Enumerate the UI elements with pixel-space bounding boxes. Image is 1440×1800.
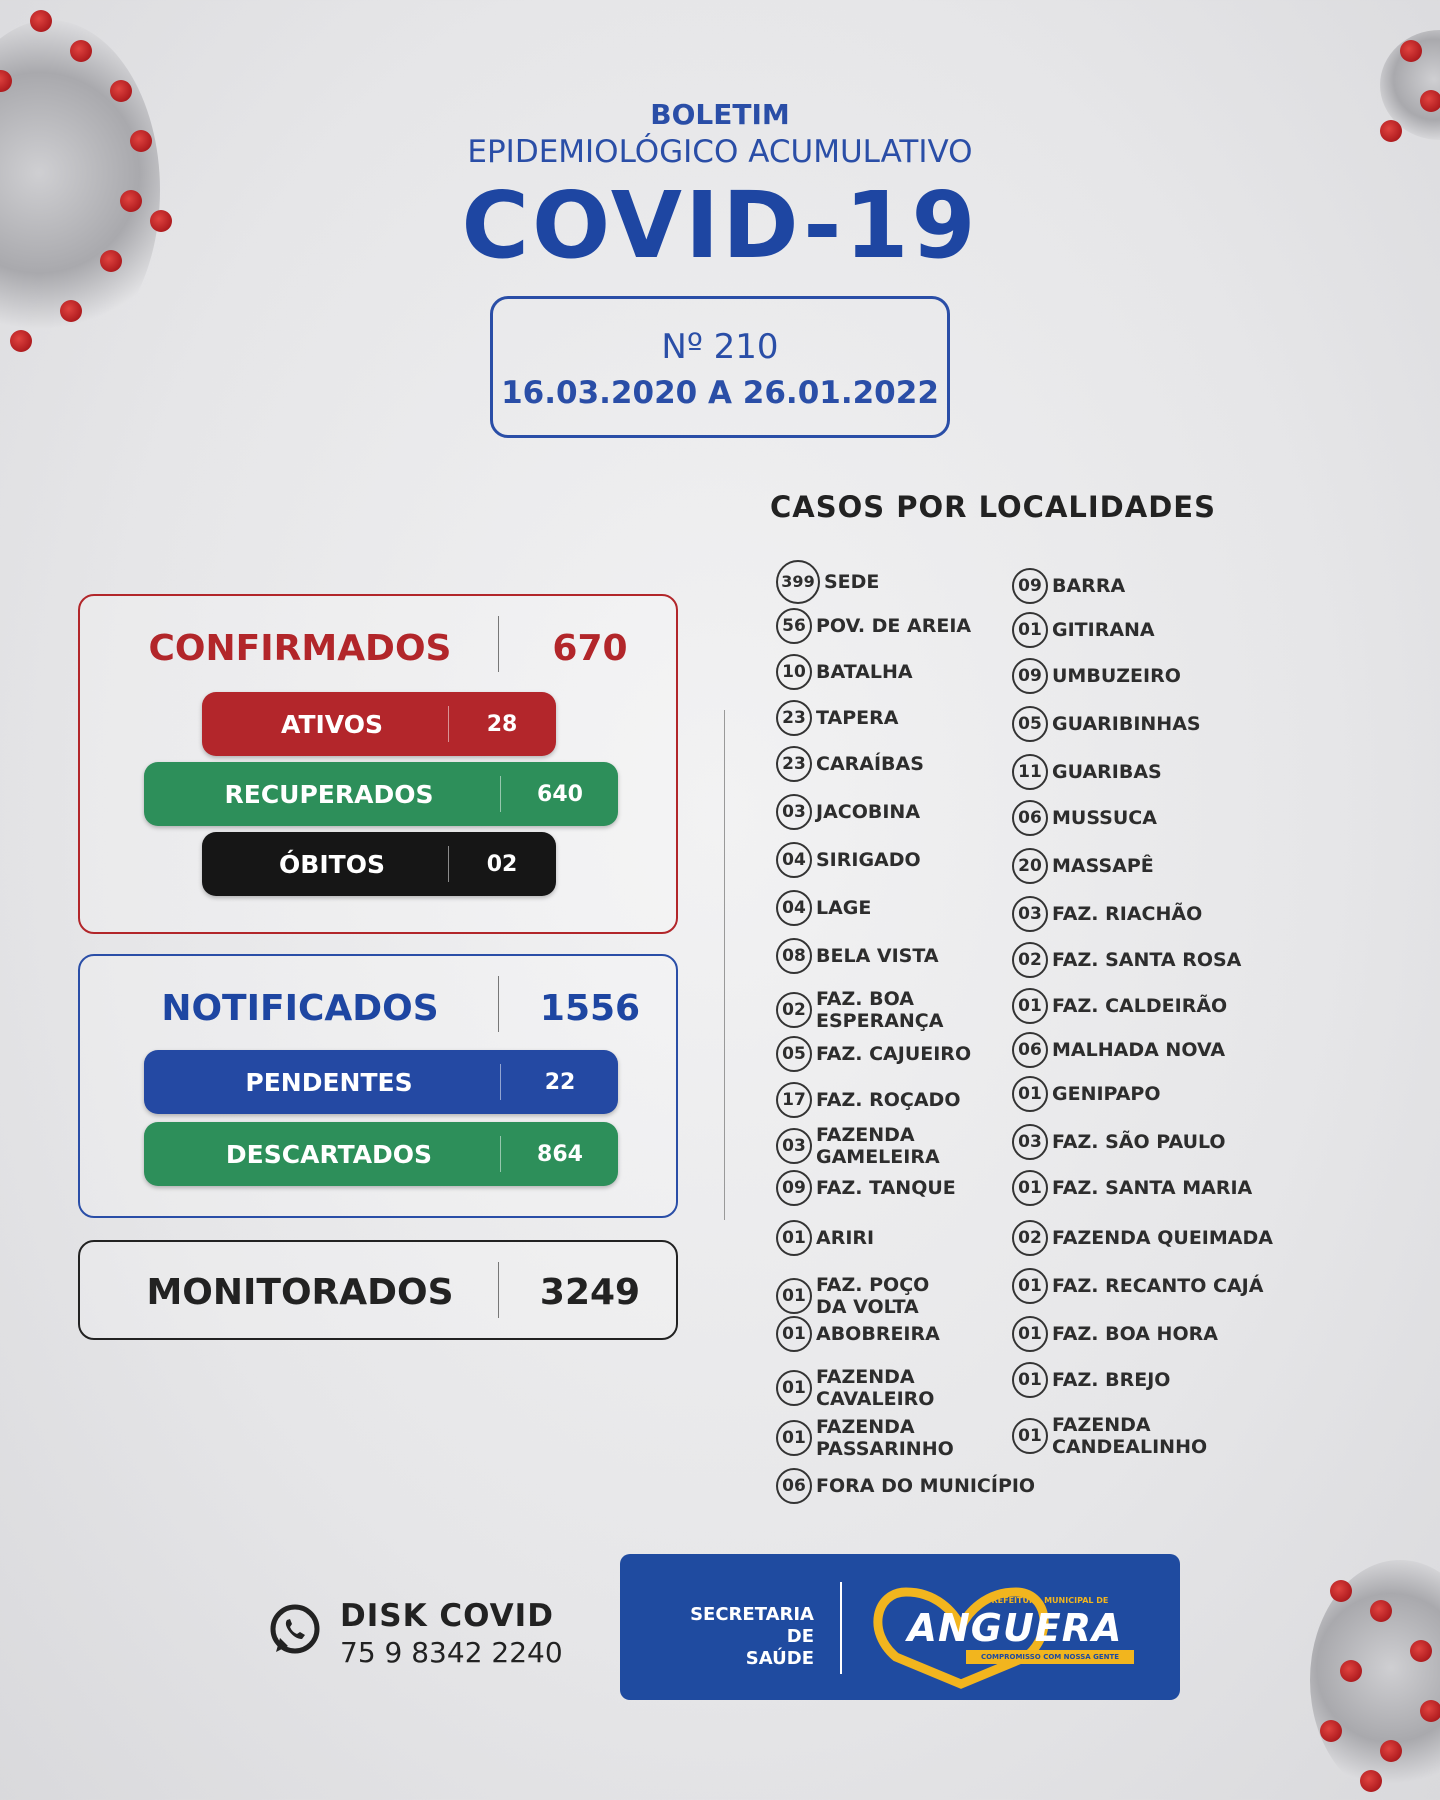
location-count-badge: 03 <box>1012 896 1048 932</box>
location-count-badge: 02 <box>1012 942 1048 978</box>
location-name: UMBUZEIRO <box>1052 665 1181 687</box>
ativos-pill <box>202 692 556 756</box>
location-item <box>1012 612 1155 648</box>
location-item <box>1012 1170 1252 1206</box>
location-count-badge: 01 <box>776 1420 812 1456</box>
location-name: POV. DE AREIA <box>816 615 972 637</box>
monitorados-label: MONITORADOS <box>146 1272 454 1313</box>
divider <box>840 1582 842 1674</box>
virus-spike <box>60 300 82 322</box>
logo-banner <box>620 1554 1180 1700</box>
location-count-badge: 10 <box>776 654 812 690</box>
location-name: BATALHA <box>816 661 913 683</box>
virus-spike <box>1340 1660 1362 1682</box>
location-count-badge: 01 <box>1012 1316 1048 1352</box>
location-item <box>776 988 943 1032</box>
location-name: FAZ. ROÇADO <box>816 1089 961 1111</box>
column-divider <box>724 710 725 1220</box>
location-name: FAZ. CAJUEIRO <box>816 1043 972 1065</box>
location-name: SEDE <box>824 571 880 593</box>
location-item <box>776 1124 940 1168</box>
location-name: FAZENDA QUEIMADA <box>1052 1227 1273 1249</box>
location-item <box>776 1366 934 1410</box>
obitos-label: ÓBITOS <box>279 850 385 879</box>
location-name: BELA VISTA <box>816 945 939 967</box>
logo-slogan: COMPROMISSO COM NOSSA GENTE <box>966 1650 1134 1664</box>
location-name: FAZ. CALDEIRÃO <box>1052 995 1228 1017</box>
bulletin-number: Nº 210 <box>661 327 779 367</box>
location-item <box>1012 942 1241 978</box>
location-name: FAZENDA PASSARINHO <box>816 1416 954 1460</box>
location-name: GENIPAPO <box>1052 1083 1161 1105</box>
logo-prefeitura: PREFEITURA MUNICIPAL DE <box>985 1596 1109 1605</box>
location-count-badge: 01 <box>1012 988 1048 1024</box>
page-title: COVID-19 <box>461 172 979 279</box>
descartados-label: DESCARTADOS <box>225 1140 433 1169</box>
location-name: FAZ. SÃO PAULO <box>1052 1131 1226 1153</box>
bulletin-box <box>490 296 950 438</box>
pendentes-label: PENDENTES <box>245 1068 413 1097</box>
notificados-label: NOTIFICADOS <box>161 988 439 1029</box>
location-name: FORA DO MUNICÍPIO <box>816 1475 1036 1497</box>
location-item <box>776 1220 874 1256</box>
location-name: MASSAPÊ <box>1052 855 1154 877</box>
location-count-badge: 06 <box>1012 1032 1048 1068</box>
location-count-badge: 01 <box>1012 1418 1048 1454</box>
location-count-badge: 09 <box>776 1170 812 1206</box>
location-item <box>776 1468 1035 1504</box>
location-count-badge: 03 <box>1012 1124 1048 1160</box>
location-count-badge: 09 <box>1012 658 1048 694</box>
location-name: FAZ. TANQUE <box>816 1177 956 1199</box>
secretaria-label: SECRETARIA DE SAÚDE <box>690 1604 814 1669</box>
location-name: JACOBINA <box>816 801 921 823</box>
virus-spike <box>1410 1640 1432 1662</box>
location-item <box>1012 1076 1161 1112</box>
divider <box>498 616 499 672</box>
header-line2: EPIDEMIOLÓGICO ACUMULATIVO <box>467 134 973 170</box>
location-name: ABOBREIRA <box>816 1323 940 1345</box>
monitorados-card <box>78 1240 678 1340</box>
virus-spike <box>1330 1580 1352 1602</box>
location-count-badge: 03 <box>776 1128 812 1164</box>
location-count-badge: 04 <box>776 842 812 878</box>
logo-anguera: ANGUERA <box>907 1606 1123 1650</box>
location-count-badge: 01 <box>776 1278 812 1314</box>
location-item <box>776 842 921 878</box>
location-count-badge: 01 <box>776 1370 812 1406</box>
confirmados-header <box>80 596 676 696</box>
location-count-badge: 09 <box>1012 568 1048 604</box>
location-count-badge: 06 <box>776 1468 812 1504</box>
location-item <box>1012 1316 1218 1352</box>
location-count-badge: 05 <box>776 1036 812 1072</box>
confirmados-label: CONFIRMADOS <box>148 628 452 669</box>
location-name: FAZ. SANTA MARIA <box>1052 1177 1253 1199</box>
location-item <box>776 746 924 782</box>
location-item <box>1012 848 1154 884</box>
location-count-badge: 01 <box>1012 1268 1048 1304</box>
location-count-badge: 02 <box>776 992 812 1028</box>
notificados-card <box>78 954 678 1218</box>
location-name: LAGE <box>816 897 872 919</box>
location-count-badge: 05 <box>1012 706 1048 742</box>
location-count-badge: 06 <box>1012 800 1048 836</box>
location-item <box>1012 800 1157 836</box>
virus-spike <box>70 40 92 62</box>
location-item <box>776 1036 971 1072</box>
location-item <box>776 560 879 604</box>
location-name: GITIRANA <box>1052 619 1155 641</box>
location-name: FAZ. BREJO <box>1052 1369 1171 1391</box>
location-name: FAZ. RECANTO CAJÁ <box>1052 1275 1264 1297</box>
recuperados-value: 640 <box>537 782 583 807</box>
location-count-badge: 08 <box>776 938 812 974</box>
location-count-badge: 03 <box>776 794 812 830</box>
virus-spike <box>30 10 52 32</box>
location-item <box>776 1170 956 1206</box>
location-count-badge: 01 <box>1012 1170 1048 1206</box>
location-count-badge: 01 <box>1012 1076 1048 1112</box>
location-item <box>776 1274 929 1318</box>
location-item <box>1012 658 1181 694</box>
location-item <box>776 700 898 736</box>
location-count-badge: 01 <box>1012 1362 1048 1398</box>
location-item <box>1012 1032 1225 1068</box>
whatsapp-icon <box>268 1602 322 1656</box>
pendentes-value: 22 <box>544 1070 576 1095</box>
location-item <box>776 1082 960 1118</box>
location-count-badge: 01 <box>776 1316 812 1352</box>
location-name: FAZ. BOA HORA <box>1052 1323 1218 1345</box>
virus-illustration-bottom-right <box>1310 1560 1440 1800</box>
location-item <box>1012 896 1202 932</box>
virus-spike <box>1380 1740 1402 1762</box>
pendentes-pill <box>144 1050 618 1114</box>
location-name: TAPERA <box>816 707 899 729</box>
location-name: MUSSUCA <box>1052 807 1157 829</box>
virus-spike <box>10 330 32 352</box>
virus-spike <box>1320 1720 1342 1742</box>
descartados-value: 864 <box>537 1142 583 1167</box>
monitorados-header <box>80 1242 676 1342</box>
location-name: FAZENDA CANDEALINHO <box>1052 1414 1208 1458</box>
location-name: FAZ. POÇO DA VOLTA <box>816 1274 930 1318</box>
monitorados-value: 3249 <box>539 1272 641 1313</box>
location-name: FAZ. RIACHÃO <box>1052 903 1203 925</box>
virus-spike <box>1400 40 1422 62</box>
location-count-badge: 11 <box>1012 754 1048 790</box>
confirmados-card <box>78 594 678 934</box>
location-count-badge: 399 <box>776 560 820 604</box>
bulletin-period: 16.03.2020 A 26.01.2022 <box>501 375 939 411</box>
location-item <box>776 1316 940 1352</box>
divider <box>498 1262 499 1318</box>
obitos-pill <box>202 832 556 896</box>
notificados-value: 1556 <box>539 988 641 1029</box>
location-name: FAZ. SANTA ROSA <box>1052 949 1242 971</box>
header-line1: BOLETIM <box>650 98 790 131</box>
location-name: ARIRI <box>816 1227 875 1249</box>
location-item <box>1012 1220 1273 1256</box>
location-item <box>776 654 913 690</box>
disk-covid-phone: 75 9 8342 2240 <box>340 1636 563 1669</box>
location-name: FAZENDA GAMELEIRA <box>816 1124 940 1168</box>
confirmados-value: 670 <box>552 628 628 669</box>
location-count-badge: 01 <box>776 1220 812 1256</box>
location-name: BARRA <box>1052 575 1126 597</box>
ativos-value: 28 <box>486 712 518 737</box>
location-item <box>776 938 939 974</box>
recuperados-pill <box>144 762 618 826</box>
location-count-badge: 17 <box>776 1082 812 1118</box>
location-item <box>776 608 971 644</box>
location-item <box>1012 754 1162 790</box>
location-count-badge: 04 <box>776 890 812 926</box>
location-count-badge: 23 <box>776 700 812 736</box>
recuperados-label: RECUPERADOS <box>224 780 434 809</box>
descartados-pill <box>144 1122 618 1186</box>
ativos-label: ATIVOS <box>281 710 383 739</box>
location-item <box>1012 568 1125 604</box>
location-item <box>776 890 871 926</box>
location-item <box>1012 1362 1170 1398</box>
location-name: CARAÍBAS <box>816 753 924 775</box>
divider <box>498 976 499 1032</box>
notificados-header <box>80 956 676 1056</box>
location-count-badge: 02 <box>1012 1220 1048 1256</box>
location-item <box>1012 1268 1263 1304</box>
location-count-badge: 20 <box>1012 848 1048 884</box>
location-item <box>776 1416 954 1460</box>
location-item <box>776 794 920 830</box>
disk-covid-label: DISK COVID <box>340 1598 554 1634</box>
location-name: FAZ. BOA ESPERANÇA <box>816 988 944 1032</box>
location-item <box>1012 706 1201 742</box>
virus-spike <box>1420 1700 1440 1722</box>
location-item <box>1012 1124 1226 1160</box>
virus-spike <box>1370 1600 1392 1622</box>
location-name: GUARIBINHAS <box>1052 713 1201 735</box>
virus-spike <box>1360 1770 1382 1792</box>
location-count-badge: 56 <box>776 608 812 644</box>
location-name: FAZENDA CAVALEIRO <box>816 1366 935 1410</box>
location-name: GUARIBAS <box>1052 761 1162 783</box>
location-item <box>1012 1414 1207 1458</box>
location-count-badge: 01 <box>1012 612 1048 648</box>
location-count-badge: 23 <box>776 746 812 782</box>
location-item <box>1012 988 1227 1024</box>
location-name: MALHADA NOVA <box>1052 1039 1226 1061</box>
location-name: SIRIGADO <box>816 849 921 871</box>
obitos-value: 02 <box>486 852 518 877</box>
localidades-title: CASOS POR LOCALIDADES <box>770 490 1216 524</box>
